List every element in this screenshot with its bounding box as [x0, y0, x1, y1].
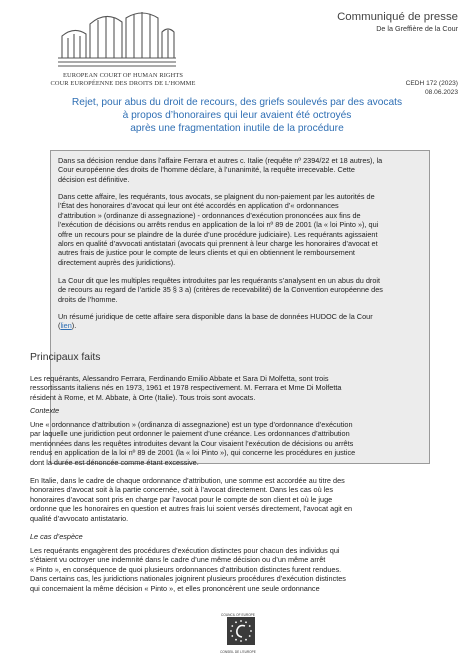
- headline: [40, 96, 434, 135]
- facts-paragraph-2: [30, 420, 444, 467]
- summary-paragraph-1: [58, 156, 422, 184]
- text-line: ressortissants italiens nés en 1973, 1961 et 1978 respectivement. M. Ferrara et Mme Di Molfetta: [30, 383, 342, 393]
- facts-paragraph-4: [30, 546, 444, 593]
- subheading-context: Contexte: [30, 406, 60, 415]
- council-of-europe-logo: [220, 613, 256, 657]
- text-line: Cour européenne des droits de l’homme déclare, à l’unanimité, la requête irrecevable. Cette: [58, 165, 355, 175]
- section-title: Principaux faits: [30, 352, 101, 363]
- court-name-fr: COUR EUROPÉENNE DES DROITS DE L’HOMME: [50, 80, 196, 88]
- text-line: l’exécution de décisions ou arrêts rendus en application de la loi nº 89 de 2001 (la « loi Pinto »), qui: [58, 220, 379, 230]
- press-release-block: [337, 10, 458, 34]
- paren-close: ).: [71, 321, 77, 331]
- text-line: alors en qualité d’avvocati antistatari (avocats qui prennent à leur charge les honoraires d’avocat et: [58, 239, 378, 249]
- subheading-case: Le cas d’espèce: [30, 532, 83, 541]
- text-line: offre un recours pour se plaindre de la durée d’une procédure judiciaire). Les requérants agissaient: [58, 229, 378, 239]
- hudoc-link[interactable]: lien: [60, 321, 72, 331]
- summary-paragraph-4: [58, 312, 422, 331]
- text-line: par laquelle une juridiction peut ordonner le paiement d’une créance. Les ordonnances d’attribution: [30, 429, 350, 439]
- press-subtitle: De la Greffière de la Cour: [376, 24, 458, 33]
- headline-line: à propos d’honoraires qui leur avaient été octroyés: [122, 110, 352, 121]
- text-line: l’État des honoraires d’avocat qui leur ont été accordés en application d’« ordonnances: [58, 201, 339, 211]
- text-line: de recours au regard de l’article 35 § 3 a) (critères de recevabilité) de la Convention européenne des: [58, 285, 383, 295]
- text-line: La Cour dit que les multiples requêtes introduites par les requérants s’analysent en un abus du droit: [58, 276, 381, 285]
- text-line: En Italie, dans le cadre de chaque ordonnance d’attribution, une somme est accordée au titre des: [30, 476, 345, 485]
- coe-name-fr: CONSEIL DE L’EUROPE: [220, 650, 256, 654]
- text-line: dont la durée est dénoncée comme étant excessive.: [30, 457, 199, 467]
- text-line: Un résumé juridique de cette affaire sera disponible dans la base de données HUDOC de la Cour: [58, 312, 373, 321]
- court-name-en: EUROPEAN COURT OF HUMAN RIGHTS: [62, 72, 184, 79]
- reference-block: [406, 80, 458, 97]
- text-line: [58, 321, 422, 330]
- facts-paragraph-1: [30, 374, 444, 402]
- text-line: Les requérants engagèrent des procédures d’exécution distinctes pour chacun des individus qui: [30, 546, 340, 555]
- text-line: droits de l’homme.: [58, 294, 118, 304]
- text-line: mentionnées dans les requêtes introduites devant la Cour visaient l’exécution de décisions ou arrêts: [30, 438, 354, 448]
- text-line: autres frais de justice pour le compte de leurs clients et qui en obtiennent le remboursement: [58, 248, 355, 258]
- text-line: résident à Rome, et M. Abbate, à Orte (Italie). Tous trois sont avocats.: [30, 392, 256, 402]
- text-line: honoraires d’avocat sont pris en charge par l’avocat pour le compte de son client et où le juge: [30, 494, 333, 504]
- text-line: Une « ordonnance d’attribution » (ordinanza di assegnazione) est un type d’ordonnance d’exécution: [30, 420, 353, 429]
- text-line: qui concernaient la même décision « Pinto », et elles prononcèrent une seule ordonnance: [30, 583, 320, 593]
- text-line: qualité d’avvocato antistatario.: [30, 513, 129, 523]
- text-line: Dans certains cas, les juridictions nationales joignirent plusieurs procédures d’exécution distinctes: [30, 574, 346, 584]
- summary-paragraph-2: [58, 192, 422, 267]
- court-logo: [54, 8, 180, 72]
- reference-number: CEDH 172 (2023): [405, 80, 458, 87]
- text-line: d’attribution » (ordinanze di assegnazione) - ordonnances d’exécution prononcées aux fins de: [58, 210, 361, 220]
- court-name: [20, 72, 226, 89]
- release-date: 08.06.2023: [424, 88, 458, 96]
- text-line: directement auprès des juridictions).: [58, 257, 176, 267]
- text-line: « Pinto », en conséquence de quoi plusieurs ordonnances d’attribution distinctes furent rendues.: [30, 564, 342, 574]
- paren-open: (: [58, 321, 61, 331]
- text-line: Dans sa décision rendue dans l’affaire Ferrara et autres c. Italie (requête nº 2394/22 et 18 autres), la: [58, 156, 383, 165]
- text-line: Dans cette affaire, les requérants, tous avocats, se plaignent du non-paiement par les autorités de: [58, 192, 375, 201]
- coe-name-en: COUNCIL OF EUROPE: [221, 613, 255, 617]
- text-line: Les requérants, Alessandro Ferrara, Ferdinando Emilio Abbate et Sara Di Molfetta, sont trois: [30, 374, 329, 383]
- headline-line: Rejet, pour abus du droit de recours, des griefs soulevés par des avocats: [71, 97, 403, 108]
- text-line: s’étaient vu octroyer une indemnité dans le cadre d’une même décision ou d’un même arrêt: [30, 555, 326, 565]
- text-line: décision est définitive.: [58, 174, 130, 184]
- press-title: Communiqué de presse: [337, 11, 458, 23]
- coe-emblem-icon: [227, 617, 255, 645]
- headline-line: après une fragmentation inutile de la procédure: [130, 123, 344, 134]
- summary-paragraph-3: [58, 276, 422, 304]
- text-line: honoraires d’avocat soit à la partie concernée, soit à l’avocat directement. Dans les cas où les: [30, 485, 333, 495]
- facts-paragraph-3: [30, 476, 444, 523]
- text-line: ordonne que les honoraires en question et autres frais lui soient versés directement, l’avocat agit en: [30, 504, 353, 514]
- text-line: rendus en application de la loi nº 89 de 2001 (la « loi Pinto »), qui concerne les procédures en justice: [30, 448, 356, 458]
